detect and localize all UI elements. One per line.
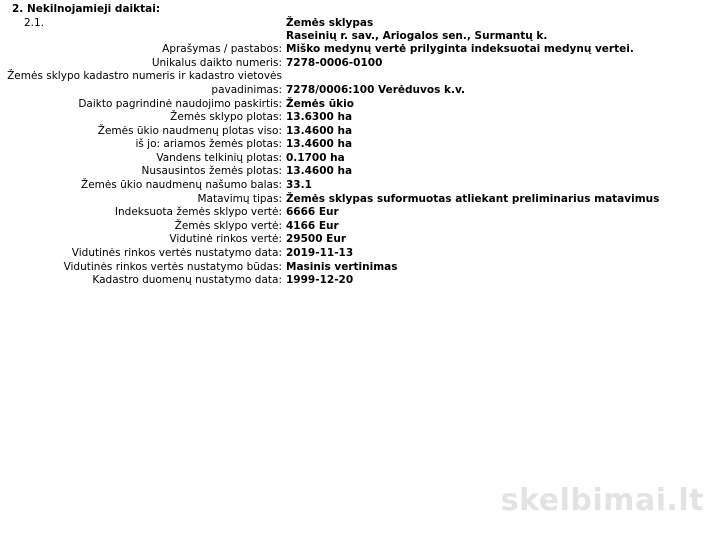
row-value: 13.4600 ha — [286, 165, 353, 177]
address: Raseinių r. sav., Ariogalos sen., Surmantų k. — [286, 30, 548, 42]
row-label: Daikto pagrindinė naudojimo paskirtis: — [78, 98, 282, 110]
row-label: Aprašymas / pastabos: — [162, 43, 282, 55]
row-label: Vandens telkinių plotas: — [156, 152, 282, 164]
row-label: Nusausintos žemės plotas: — [141, 165, 282, 177]
row-value: 2019-11-13 — [286, 247, 354, 259]
row-value: 6666 Eur — [286, 206, 339, 218]
object-type: Žemės sklypas — [286, 17, 374, 29]
row-label: Matavimų tipas: — [197, 193, 282, 205]
row-value: Žemės ūkio — [286, 98, 354, 110]
row-label: Kadastro duomenų nustatymo data: — [92, 274, 282, 286]
row-label: Indeksuota žemės sklypo vertė: — [114, 206, 282, 218]
row-label: pavadinimas: — [211, 84, 282, 96]
row-label: Žemės ūkio naudmenų plotas viso: — [97, 125, 282, 137]
row-label: Žemės ūkio naudmenų našumo balas: — [81, 179, 282, 191]
item-number: 2.1. — [24, 17, 45, 29]
row-value: Žemės sklypas suformuotas atliekant preliminarius matavimus — [286, 193, 660, 205]
row-value: 29500 Eur — [286, 233, 347, 245]
row-value: 13.6300 ha — [286, 111, 353, 123]
row-value: 33.1 — [286, 179, 312, 191]
row-label: iš jo: ariamos žemės plotas: — [135, 138, 282, 150]
row-value: 13.4600 ha — [286, 125, 353, 137]
row-label: Vidutinės rinkos vertės nustatymo data: — [71, 247, 282, 259]
row-value: Masinis vertinimas — [286, 261, 398, 273]
row-value: 1999-12-20 — [286, 274, 354, 286]
row-label: Unikalus daikto numeris: — [151, 57, 282, 69]
section-title: 2. Nekilnojamieji daiktai: — [12, 3, 161, 15]
row-value: 7278-0006-0100 — [286, 57, 383, 69]
row-value: 13.4600 ha — [286, 138, 353, 150]
row-value: 7278/0006:100 Verėduvos k.v. — [286, 84, 465, 96]
row-label: Žemės sklypo vertė: — [174, 220, 282, 232]
row-label: Žemės sklypo plotas: — [170, 111, 282, 123]
watermark: skelbimai.lt — [500, 483, 704, 518]
row-label: Vidutinės rinkos vertės nustatymo būdas: — [63, 261, 282, 273]
row-value: Miško medynų vertė prilyginta indeksuotai medynų vertei. — [286, 43, 634, 55]
row-value: 0.1700 ha — [286, 152, 345, 164]
row-value: 4166 Eur — [286, 220, 339, 232]
row-label: Vidutinė rinkos vertė: — [169, 233, 282, 245]
row-label-line1: Žemės sklypo kadastro numeris ir kadastro vietovės — [7, 70, 282, 82]
